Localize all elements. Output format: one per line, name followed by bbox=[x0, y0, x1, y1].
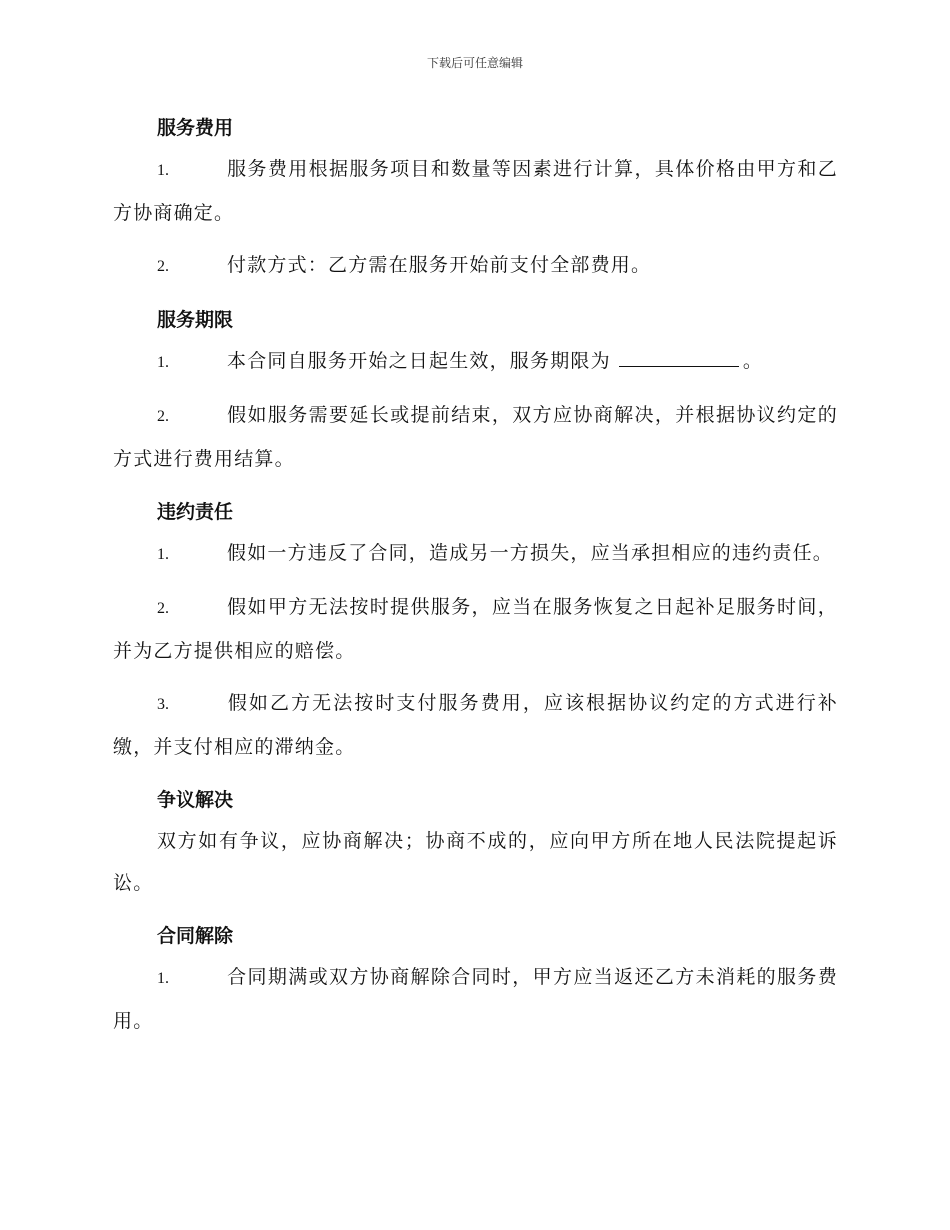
item-number: 3. bbox=[157, 696, 169, 713]
list-item bbox=[113, 586, 838, 672]
document-body bbox=[113, 108, 838, 1054]
section-term bbox=[113, 300, 838, 480]
item-text: 假如一方违反了合同，造成另一方损失，应当承担相应的违约责任。 bbox=[227, 542, 834, 564]
section-title: 服务费用 bbox=[157, 117, 234, 139]
item-number: 1. bbox=[157, 546, 169, 563]
list-item bbox=[113, 340, 838, 384]
item-text: 假如甲方无法按时提供服务，应当在服务恢复之日起补足服务时间，并为乙方提供相应的赔偿。 bbox=[113, 596, 838, 662]
section-title: 服务期限 bbox=[157, 309, 234, 331]
item-number: 1. bbox=[157, 970, 169, 987]
section-title: 合同解除 bbox=[157, 925, 234, 947]
list-item bbox=[113, 682, 838, 768]
item-number: 2. bbox=[157, 258, 169, 275]
section-title: 争议解决 bbox=[157, 789, 234, 811]
item-text: 付款方式：乙方需在服务开始前支付全部费用。 bbox=[227, 254, 652, 276]
item-number: 1. bbox=[157, 162, 169, 179]
section-breach bbox=[113, 492, 838, 768]
item-text-end: 。 bbox=[742, 350, 764, 372]
section-title: 违约责任 bbox=[157, 501, 234, 523]
list-item bbox=[113, 532, 838, 576]
term-blank-line bbox=[619, 350, 739, 367]
item-text: 假如服务需要延长或提前结束，双方应协商解决，并根据协议约定的方式进行费用结算。 bbox=[113, 404, 838, 470]
item-text: 假如乙方无法按时支付服务费用，应该根据协议约定的方式进行补缴，并支付相应的滞纳金。 bbox=[113, 692, 838, 758]
list-item bbox=[113, 148, 838, 234]
section-termination bbox=[113, 916, 838, 1042]
item-text: 服务费用根据服务项目和数量等因素进行计算，具体价格由甲方和乙方协商确定。 bbox=[113, 158, 838, 224]
list-item bbox=[113, 956, 838, 1042]
paragraph: 双方如有争议，应协商解决；协商不成的，应向甲方所在地人民法院提起诉讼。 bbox=[113, 830, 838, 894]
item-number: 1. bbox=[157, 354, 169, 371]
item-text: 本合同自服务开始之日起生效，服务期限为 bbox=[227, 350, 611, 372]
section-fee bbox=[113, 108, 838, 288]
page-header: 下载后可任意编辑 bbox=[426, 56, 523, 70]
section-dispute bbox=[113, 780, 838, 904]
item-number: 2. bbox=[157, 600, 169, 617]
item-text: 合同期满或双方协商解除合同时，甲方应当返还乙方未消耗的服务费用。 bbox=[113, 966, 838, 1032]
item-number: 2. bbox=[157, 408, 169, 425]
list-item bbox=[113, 394, 838, 480]
list-item bbox=[113, 244, 838, 288]
